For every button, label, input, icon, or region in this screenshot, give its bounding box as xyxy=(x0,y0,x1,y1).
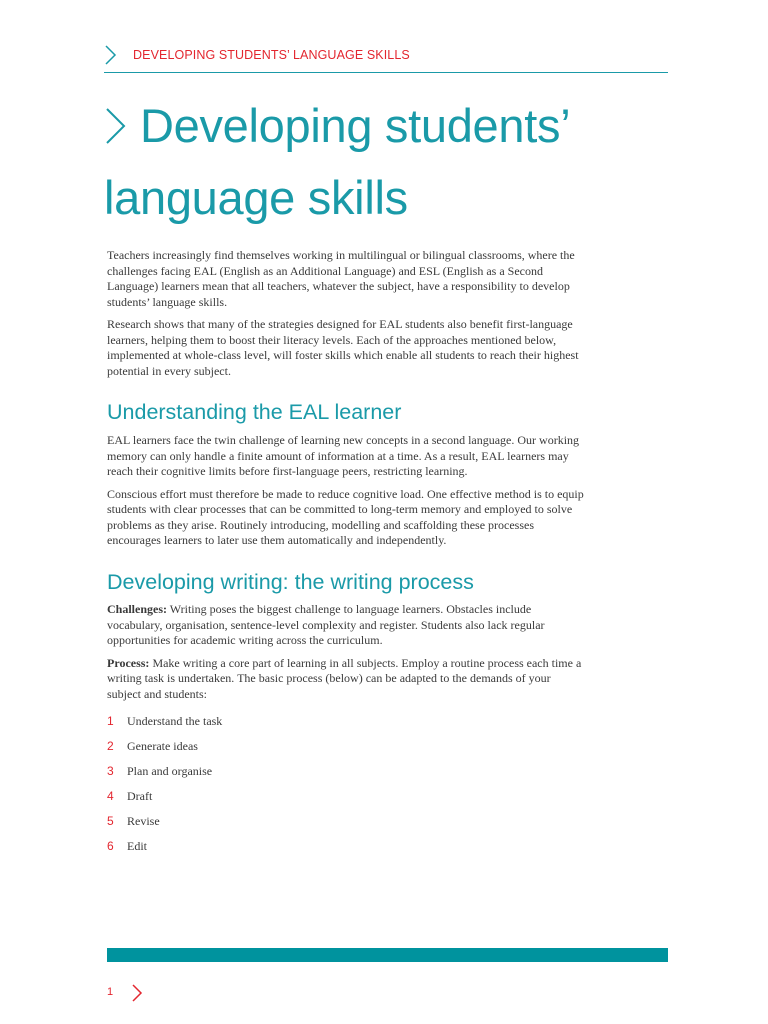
process-paragraph xyxy=(107,656,587,703)
chevron-right-icon xyxy=(131,983,143,1003)
list-item xyxy=(107,839,587,864)
running-title: DEVELOPING STUDENTS’ LANGUAGE SKILLS xyxy=(133,48,410,62)
step-text: Plan and organise xyxy=(127,764,213,778)
list-item xyxy=(107,739,587,764)
challenges-label: Challenges: xyxy=(107,602,167,616)
eal-paragraph-1: EAL learners face the twin challenge of learning new concepts in a second language. Our working memory can only handle a finite amount of information at a time. As a result, EAL learners may reach their cognitive limits before first-language peers, restricting learning. xyxy=(107,433,580,478)
page-number: 1 xyxy=(107,986,114,998)
process-label: Process: xyxy=(107,655,150,670)
step-text: Draft xyxy=(127,789,153,803)
step-text: Generate ideas xyxy=(127,739,198,753)
step-number: 6 xyxy=(107,839,114,853)
list-item xyxy=(107,764,587,789)
challenges-paragraph xyxy=(107,602,587,649)
step-number: 4 xyxy=(107,789,114,803)
running-header xyxy=(104,44,668,73)
step-number: 5 xyxy=(107,814,114,828)
challenges-text: Writing poses the biggest challenge to language learners. Obstacles include vocabulary, organisation, sentence-level complexity and register. Students also lack regular opportunities for academic writing across the curriculum. xyxy=(107,602,545,647)
eal-paragraph-2: Conscious effort must therefore be made to reduce cognitive load. One effective method is to equip students with clear processes that can be committed to long-term memory and employed to solve problems as they arise. Routinely introducing, modelling and scaffolding these processes encourages learners to later use them automatically and independently. xyxy=(107,486,584,547)
footer-bar xyxy=(107,948,668,962)
step-number: 3 xyxy=(107,764,114,778)
list-item xyxy=(107,789,587,814)
page-title-block xyxy=(104,90,704,234)
step-text: Edit xyxy=(127,839,147,853)
intro-paragraph-2: Research shows that many of the strategies designed for EAL students also benefit first-language learners, helping them to boost their literacy levels. Each of the approaches mentioned below, implemented at whole-class level, will foster skills which enable all students to reach their highest potential in every subject. xyxy=(107,317,579,378)
section-heading-writing-process: Developing writing: the writing process xyxy=(107,570,474,594)
page-title xyxy=(104,90,704,234)
step-text: Understand the task xyxy=(127,714,223,728)
step-number: 2 xyxy=(107,739,114,753)
list-item xyxy=(107,714,587,739)
intro-paragraph-1: Teachers increasingly find themselves working in multilingual or bilingual classrooms, where the challenges facing EAL (English as an Additional Language) and ESL (English as a Second Language) learners mean that all teachers, whatever the subject, have a responsibility to develop students’ language skills. xyxy=(107,248,575,309)
chevron-right-icon xyxy=(104,44,118,66)
section-eal-learner xyxy=(107,398,587,556)
page-title-line-1: Developing students’ xyxy=(140,99,571,152)
step-number: 1 xyxy=(107,714,114,728)
process-text: Make writing a core part of learning in all subjects. Employ a routine process each time a writing task is undertaken. The basic process (below) can be adapted to the demands of your subject and students: xyxy=(107,655,582,701)
section-heading-eal-learner: Understanding the EAL learner xyxy=(107,400,402,424)
writing-steps-list xyxy=(107,714,587,864)
chevron-right-icon xyxy=(104,106,128,146)
list-item xyxy=(107,814,587,839)
section-writing-process xyxy=(107,568,587,864)
step-text: Revise xyxy=(127,814,160,828)
intro-section xyxy=(107,248,587,386)
page-title-line-2: language skills xyxy=(104,171,408,224)
